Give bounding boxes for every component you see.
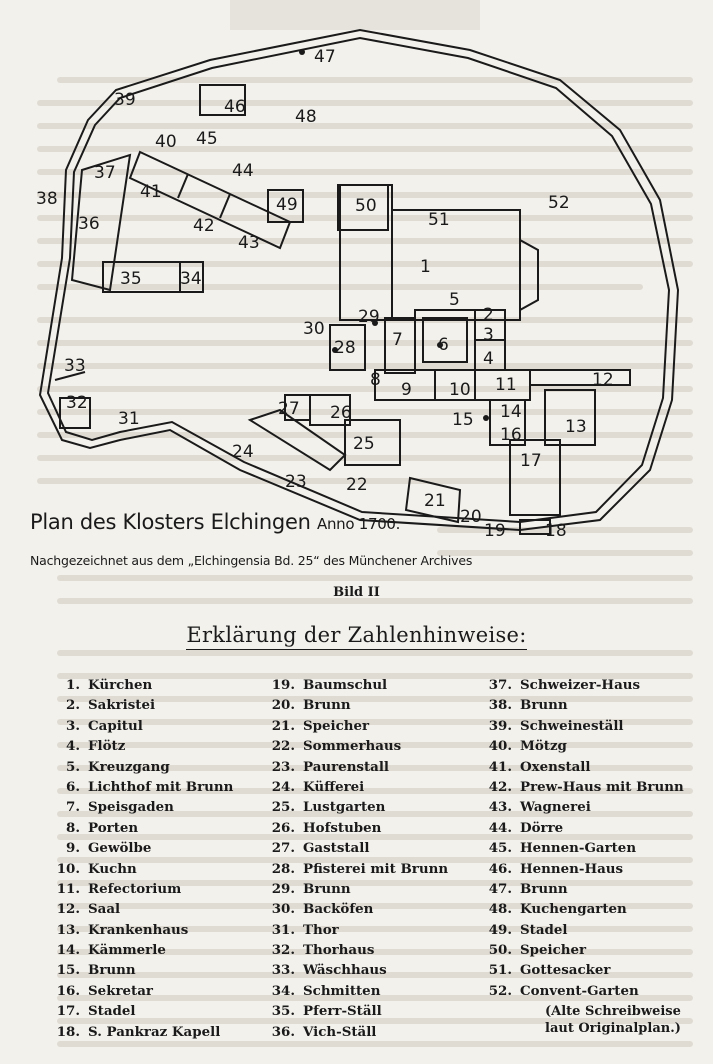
plan-title-text: Plan des Klosters Elchingen: [30, 510, 311, 534]
legend-text: Hennen-Garten: [520, 840, 637, 857]
plan-label: 37: [94, 163, 116, 183]
plan-label: 49: [276, 195, 298, 215]
legend-text: Stadel: [88, 1003, 136, 1020]
legend-number: 6.: [66, 778, 80, 795]
legend-number: 40.: [488, 738, 512, 755]
legend-item: [484, 677, 684, 697]
legend-number: 25.: [271, 799, 295, 816]
legend-item: [484, 901, 684, 921]
legend-text: Lustgarten: [303, 799, 386, 816]
legend-text: Capitul: [88, 717, 143, 734]
plan-label: 51: [428, 210, 450, 230]
plan-label: 31: [118, 409, 140, 429]
legend-item: [267, 840, 448, 860]
legend-item: [267, 1024, 448, 1044]
spelling-note-line-2: laut Originalplan.): [545, 1021, 681, 1036]
plan-label: 11: [495, 375, 517, 395]
plan-label: 28: [334, 338, 356, 358]
legend-column-3: [484, 677, 684, 1003]
legend-item: [50, 759, 233, 779]
legend-item: [484, 922, 684, 942]
plan-label: 47: [314, 47, 336, 67]
legend-text: Kämmerle: [88, 942, 166, 959]
legend-item: [484, 840, 684, 860]
legend-item: [267, 738, 448, 758]
plan-label: 20: [460, 507, 482, 527]
plan-label: 45: [196, 129, 218, 149]
legend-number: 36.: [271, 1023, 295, 1040]
plan-label: 4: [483, 349, 494, 369]
plan-title-year: Anno 1700.: [316, 515, 401, 533]
plan-label: 10: [449, 380, 471, 400]
legend-number: 2.: [66, 697, 80, 714]
legend-item: [50, 983, 233, 1003]
legend-text: Oxenstall: [520, 758, 591, 775]
legend-item: [484, 738, 684, 758]
legend-item: [50, 738, 233, 758]
legend-item: [484, 799, 684, 819]
plan-label: 22: [346, 475, 368, 495]
legend-number: 19.: [271, 677, 295, 693]
legend-text: Dörre: [520, 819, 564, 836]
legend-text: Baumschul: [303, 677, 388, 693]
legend-item: [50, 799, 233, 819]
plan-title: [30, 510, 400, 534]
legend-title: [0, 623, 713, 647]
legend-text: Gaststall: [303, 840, 370, 857]
legend-text: Brunn: [303, 880, 351, 897]
legend-number: 16.: [56, 982, 80, 999]
legend-item: [267, 962, 448, 982]
legend-text: Refectorium: [88, 880, 182, 897]
legend-number: 34.: [271, 982, 295, 999]
plan-label: 46: [224, 97, 246, 117]
legend-text: Gottesacker: [520, 962, 611, 979]
legend-item: [50, 942, 233, 962]
legend-item: [267, 697, 448, 717]
legend-item: [50, 677, 233, 697]
legend-text: Wäschhaus: [303, 962, 387, 979]
legend-text: Prew-Haus mit Brunn: [520, 778, 684, 795]
building-12: [530, 370, 630, 385]
legend-number: 35.: [271, 1003, 295, 1020]
legend-text: Saal: [88, 901, 121, 918]
legend-item: [484, 881, 684, 901]
legend-item: [267, 820, 448, 840]
legend-text: Wagnerei: [520, 799, 591, 816]
legend-text: Vich-Ställ: [303, 1023, 377, 1040]
legend-number: 52.: [488, 982, 512, 999]
plan-label: 27: [278, 399, 300, 419]
legend-text: Küfferei: [303, 778, 365, 795]
legend-text: Mötzg: [520, 738, 567, 755]
plan-label: 39: [114, 90, 136, 110]
legend-item: [267, 922, 448, 942]
legend-item: [267, 718, 448, 738]
legend-number: 48.: [488, 901, 512, 918]
plan-label: 30: [303, 319, 325, 339]
legend-number: 1.: [66, 677, 80, 693]
plan-label: 25: [353, 434, 375, 454]
legend-item: [267, 861, 448, 881]
legend-number: 43.: [488, 799, 512, 816]
legend-number: 30.: [271, 901, 295, 918]
plan-label: 48: [295, 107, 317, 127]
legend-text: Kürchen: [88, 677, 153, 693]
legend-text: Pferr-Ställ: [303, 1003, 382, 1020]
legend-number: 10.: [56, 860, 80, 877]
plan-label: 43: [238, 233, 260, 253]
legend-item: [50, 962, 233, 982]
legend-item: [484, 718, 684, 738]
legend-number: 13.: [56, 921, 80, 938]
legend-text: Brunn: [303, 697, 351, 714]
legend-number: 15.: [56, 962, 80, 979]
legend-number: 50.: [488, 942, 512, 959]
plan-label: 1: [420, 257, 431, 277]
legend-number: 26.: [271, 819, 295, 836]
legend-item: [50, 697, 233, 717]
legend-item: [484, 697, 684, 717]
legend-number: 5.: [66, 758, 80, 775]
plan-label: 26: [330, 403, 352, 423]
legend-number: 28.: [271, 860, 295, 877]
legend-item: [484, 820, 684, 840]
legend-text: Thor: [303, 921, 339, 938]
legend-number: 42.: [488, 778, 512, 795]
legend-item: [267, 779, 448, 799]
legend-number: 31.: [271, 921, 295, 938]
plan-label: 2: [483, 305, 494, 325]
plan-label: 38: [36, 189, 58, 209]
plan-label: 6: [438, 335, 449, 355]
legend-text: Sekretar: [88, 982, 153, 999]
legend-item: [50, 820, 233, 840]
plan-label: 52: [548, 193, 570, 213]
legend-number: 11.: [56, 880, 80, 897]
legend-number: 45.: [488, 840, 512, 857]
legend-item: [50, 779, 233, 799]
legend-text: Stadel: [520, 921, 568, 938]
plan-label: 23: [285, 472, 307, 492]
spelling-note-line-1: (Alte Schreibweise: [545, 1004, 681, 1019]
plan-label: 7: [392, 330, 403, 350]
plan-label: 40: [155, 132, 177, 152]
legend-item: [484, 779, 684, 799]
legend-number: 21.: [271, 717, 295, 734]
plan-label: 34: [180, 269, 202, 289]
legend-text: Brunn: [88, 962, 136, 979]
legend-number: 22.: [271, 738, 295, 755]
plan-label: 15: [452, 410, 474, 430]
legend-number: 20.: [271, 697, 295, 714]
legend-number: 33.: [271, 962, 295, 979]
legend-number: 49.: [488, 921, 512, 938]
legend-title-text: Erklärung der Zahlenhinweise:: [186, 623, 526, 650]
legend-item: [484, 962, 684, 982]
legend-item: [50, 861, 233, 881]
plan-label: 13: [565, 417, 587, 437]
legend-text: Lichthof mit Brunn: [88, 778, 234, 795]
legend-column-1: [50, 677, 233, 1044]
plan-label: 8: [370, 370, 381, 390]
legend-number: 47.: [488, 880, 512, 897]
plan-label: 9: [401, 380, 412, 400]
plan-label: 5: [449, 290, 460, 310]
legend-number: 3.: [66, 717, 80, 734]
legend-text: Backöfen: [303, 901, 374, 918]
legend-text: Kuchn: [88, 860, 137, 877]
legend-item: [484, 759, 684, 779]
legend-number: 7.: [66, 799, 80, 816]
plan-label: 24: [232, 442, 254, 462]
legend-number: 51.: [488, 962, 512, 979]
legend-number: 9.: [66, 840, 80, 857]
legend-item: [50, 718, 233, 738]
plan-label: 3: [483, 325, 494, 345]
spelling-note: [545, 1003, 681, 1037]
legend-number: 24.: [271, 778, 295, 795]
legend-item: [267, 677, 448, 697]
legend-number: 18.: [56, 1023, 80, 1040]
legend-text: Speicher: [303, 717, 370, 734]
legend-item: [267, 759, 448, 779]
legend-number: 23.: [271, 758, 295, 775]
legend-text: Schmitten: [303, 982, 381, 999]
legend-number: 44.: [488, 819, 512, 836]
legend-text: Hennen-Haus: [520, 860, 624, 877]
plan-label: 32: [66, 393, 88, 413]
legend-text: Krankenhaus: [88, 921, 189, 938]
legend-number: 38.: [488, 697, 512, 714]
legend-item: [484, 942, 684, 962]
legend-text: Paurenstall: [303, 758, 390, 775]
legend-text: Kreuzgang: [88, 758, 170, 775]
legend-text: Gewölbe: [88, 840, 152, 857]
legend-item: [267, 1003, 448, 1023]
legend-text: Sakristei: [88, 697, 156, 714]
legend-text: Pfisterei mit Brunn: [303, 860, 449, 877]
legend-item: [267, 881, 448, 901]
legend-text: Porten: [88, 819, 139, 836]
plan-label: 44: [232, 161, 254, 181]
legend-text: Convent-Garten: [520, 982, 639, 999]
legend-number: 8.: [66, 819, 80, 836]
plan-label: 12: [592, 370, 614, 390]
plan-label: 21: [424, 491, 446, 511]
plan-label: 33: [64, 356, 86, 376]
legend-number: 46.: [488, 860, 512, 877]
plan-label: 50: [355, 196, 377, 216]
plan-label: 19: [484, 521, 506, 541]
legend-item: [267, 799, 448, 819]
legend-number: 29.: [271, 880, 295, 897]
plan-label: 17: [520, 451, 542, 471]
legend-number: 12.: [56, 901, 80, 918]
legend-text: Hofstuben: [303, 819, 382, 836]
legend-item: [50, 881, 233, 901]
legend-text: Sommerhaus: [303, 738, 402, 755]
legend-text: Flötz: [88, 738, 126, 755]
legend-number: 17.: [56, 1003, 80, 1020]
legend-text: Brunn: [520, 697, 568, 714]
legend-text: Speisgaden: [88, 799, 174, 816]
legend-item: [267, 983, 448, 1003]
legend-number: 27.: [271, 840, 295, 857]
legend-item: [484, 983, 684, 1003]
plan-label: 41: [140, 182, 162, 202]
legend-number: 39.: [488, 717, 512, 734]
legend-item: [267, 901, 448, 921]
plan-label: 14: [500, 402, 522, 422]
plan-label: 18: [545, 521, 567, 541]
legend-item: [484, 861, 684, 881]
legend-item: [50, 901, 233, 921]
plan-label: 42: [193, 216, 215, 236]
legend-item: [50, 1003, 233, 1023]
plan-subtitle: Nachgezeichnet aus dem „Elchingensia Bd. 25“ des Münchener Archives: [30, 553, 473, 568]
legend-number: 41.: [488, 758, 512, 775]
plan-label: 29: [358, 307, 380, 327]
legend-item: [50, 840, 233, 860]
legend-text: Kuchengarten: [520, 901, 627, 918]
legend-number: 37.: [488, 677, 512, 693]
plan-label: 35: [120, 269, 142, 289]
plan-label: 16: [500, 425, 522, 445]
legend-item: [50, 1024, 233, 1044]
legend-number: 4.: [66, 738, 80, 755]
legend-text: Schweizer-Haus: [520, 677, 641, 693]
legend-text: S. Pankraz Kapell: [88, 1023, 221, 1040]
plan-label: 36: [78, 214, 100, 234]
legend-item: [50, 922, 233, 942]
legend-text: Thorhaus: [303, 942, 375, 959]
legend-number: 14.: [56, 942, 80, 959]
legend-item: [267, 942, 448, 962]
legend-text: Brunn: [520, 880, 568, 897]
legend-column-2: [267, 677, 448, 1044]
legend-text: Schweineställ: [520, 717, 624, 734]
figure-caption: Bild II: [333, 585, 380, 600]
legend-number: 32.: [271, 942, 295, 959]
legend-text: Speicher: [520, 942, 587, 959]
